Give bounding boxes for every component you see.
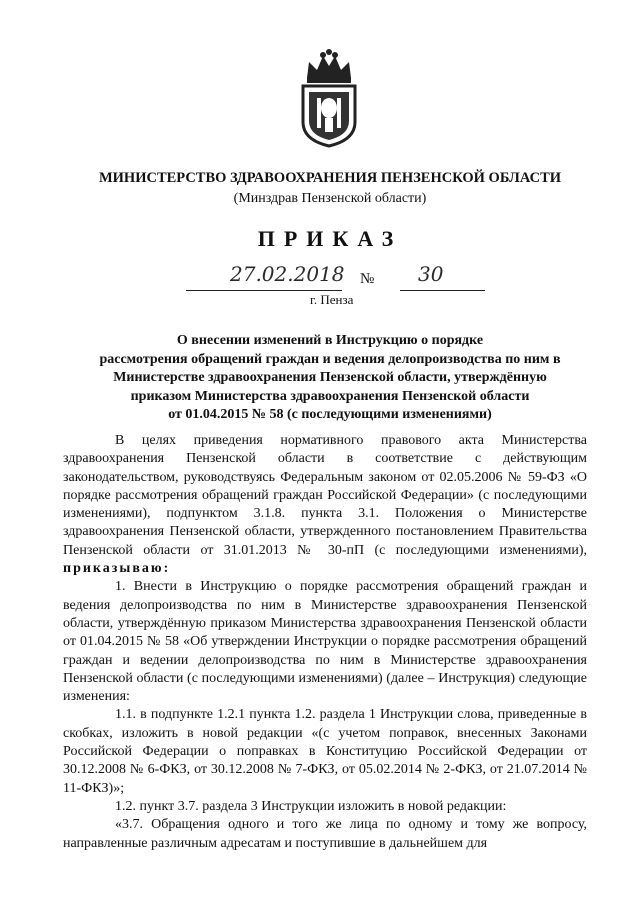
document-body	[63, 432, 587, 853]
handwritten-number: 30	[418, 262, 444, 286]
title-line: приказом Министерства здравоохранения Пензенской области	[130, 388, 530, 404]
item-1-paragraph: 1. Внести в Инструкцию о порядке рассмотрения обращений граждан и ведения делопроизводства по ним в Министерстве здравоохранения Пензенской области, утверждённую приказом Министерства здравоохранения Пензенской области от 01.04.2015 № 58 «Об утверждении Инструкции о порядке рассмотрения обращений граждан и ведении делопроизводства по ним в Министерстве здравоохранения Пензенской области (с последующими изменениями) (далее – Инструкция) следующие изменения:	[63, 579, 587, 705]
item-1-2-paragraph: 1.2. пункт 3.7. раздела 3 Инструкции изложить в новой редакции:	[115, 798, 507, 814]
item-3-7-paragraph: «3.7. Обращения одного и того же лица по одному и тому же вопросу, направленные различным адресатам и поступившие в дальнейшем для	[63, 817, 587, 851]
preamble-text: В целях приведения нормативного правового акта Министерства здравоохранения Пензенской области в соответствие с действующим законодательством, руководствуясь Федеральным законом от 02.05.2006 № 59-ФЗ «О порядке рассмотрения обращений граждан Российской Федерации» (с последующими изменениями), подпунктом 3.1.8. пункта 3.1. Положения о Министерстве здравоохранения Пензенской области, утвержденного постановлением Правительства Пензенской области от 31.01.2013 № 30-пП (с последующими изменениями),	[63, 433, 587, 558]
number-label: №	[360, 271, 375, 287]
order-keyword: приказываю:	[63, 561, 171, 577]
title-line: от 01.04.2015 № 58 (с последующими изменениями)	[168, 407, 492, 422]
title-line: рассмотрения обращений граждан и ведения делопроизводства по ним в	[99, 351, 561, 367]
title-line: Министерстве здравоохранения Пензенской области, утверждённую	[113, 370, 547, 385]
coat-of-arms-emblem	[295, 48, 363, 148]
ministry-short-name: (Минздрав Пензенской области)	[233, 191, 427, 206]
date-underline	[186, 290, 342, 291]
city-name: г. Пенза	[310, 292, 354, 307]
document-type-title: ПРИКАЗ	[257, 226, 403, 251]
handwritten-date: 27.02.2018	[230, 262, 345, 286]
item-1-1-paragraph: 1.1. в подпункте 1.2.1 пункта 1.2. раздела 1 Инструкции слова, приведенные в скобках, изложить в новой редакции «(с учетом поправок, внесенных Законами Российской Федерации о поправках в Конституцию Российской Федерации от 30.12.2008 № 6-ФКЗ, от 30.12.2008 № 7-ФКЗ, от 05.02.2014 № 2-ФКЗ, от 21.07.2014 № 11-ФКЗ)»;	[63, 707, 587, 796]
ministry-name: МИНИСТЕРСТВО ЗДРАВООХРАНЕНИЯ ПЕНЗЕНСКОЙ ОБЛАСТИ	[98, 170, 562, 186]
preamble-paragraph	[63, 432, 587, 578]
title-line: О внесении изменений в Инструкцию о порядке	[176, 333, 484, 348]
order-title	[60, 332, 600, 425]
number-underline	[400, 290, 485, 291]
